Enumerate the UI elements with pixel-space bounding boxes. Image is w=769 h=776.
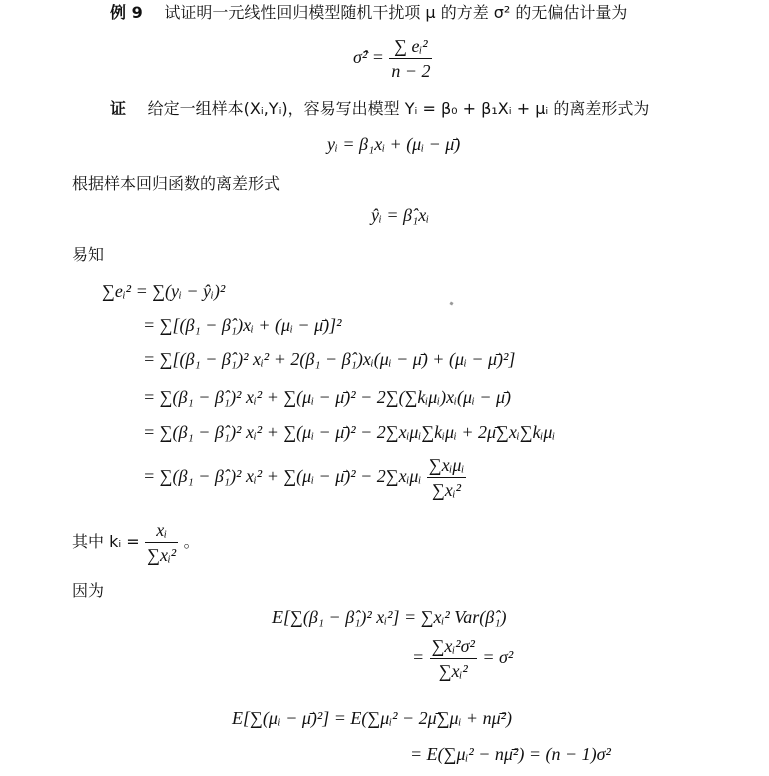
k-numerator: xᵢ xyxy=(145,518,178,543)
e1-line2-prefix: = xyxy=(412,647,425,667)
variance-estimator-formula xyxy=(353,34,432,83)
derivation-last-fraction xyxy=(427,453,467,502)
e1-fraction xyxy=(430,634,477,683)
proof-label: 证 xyxy=(110,99,127,118)
derivation-last-line xyxy=(143,453,466,502)
e1-denominator: ∑xᵢ² xyxy=(438,661,468,681)
where-k-definition xyxy=(72,518,200,567)
derivation-line: = ∑[(β₁ − β̂₁)² xᵢ² + 2(β₁ − β̂₁)xᵢ(μᵢ − μ̄) + (μᵢ − μ̄)²] xyxy=(143,349,516,369)
estimator-fraction xyxy=(389,34,432,83)
sample-deviation-form: ŷᵢ = β̂₁xᵢ xyxy=(371,205,430,225)
e1-numerator: ∑xᵢ²σ² xyxy=(430,634,477,659)
estimator-denominator: n − 2 xyxy=(391,61,431,81)
example-heading xyxy=(110,2,627,24)
expectation-2-line-1: E[∑(μᵢ − μ̄)²] = E(∑μᵢ² − 2μ̄∑μᵢ + nμ̄²) xyxy=(232,708,513,728)
expectation-1-line-1: E[∑(β₁ − β̂₁)² xᵢ²] = ∑xᵢ² Var(β̂₁) xyxy=(272,607,507,627)
derivation-line: = ∑[(β₁ − β̂₁)xᵢ + (μᵢ − μ̄)]² xyxy=(143,315,342,335)
estimator-numerator: ∑ eᵢ² xyxy=(389,34,432,59)
proof-intro xyxy=(110,98,649,120)
expectation-2-line-2: = E(∑μᵢ² − nμ̄²) = (n − 1)σ² xyxy=(410,744,611,764)
derivation-last-numerator: ∑xᵢμᵢ xyxy=(427,453,467,478)
example-statement: 试证明一元线性回归模型随机干扰项 μ 的方差 σ² 的无偏估计量为 xyxy=(164,3,628,22)
sample-regression-text: 根据样本回归函数的离差形式 xyxy=(72,174,281,193)
estimator-lhs: σ̂² = xyxy=(353,47,384,67)
where-suffix: 。 xyxy=(183,532,200,551)
easy-know-label: 易知 xyxy=(72,245,105,264)
expectation-1-line-2 xyxy=(412,634,513,683)
derivation-line: = ∑(β₁ − β̂₁)² xᵢ² + ∑(μᵢ − μ̄)² − 2∑(∑kᵢμᵢ)xᵢ(μᵢ − μ̄) xyxy=(143,387,512,407)
example-label: 例 9 xyxy=(110,3,143,22)
derivation-last-denominator: ∑xᵢ² xyxy=(431,480,462,500)
e1-line2-suffix: = σ² xyxy=(482,647,514,667)
k-fraction xyxy=(145,518,178,567)
derivation-line: ∑eᵢ² = ∑(yᵢ − ŷᵢ)² xyxy=(102,281,226,301)
proof-intro-text: 给定一组样本(Xᵢ,Yᵢ)，容易写出模型 Yᵢ = β₀ + β₁Xᵢ + μᵢ 的离差形式为 xyxy=(147,99,650,118)
scan-speck xyxy=(449,301,453,305)
where-prefix: 其中 kᵢ = xyxy=(72,532,140,551)
because-label: 因为 xyxy=(72,581,105,600)
derivation-last-prefix: = ∑(β₁ − β̂₁)² xᵢ² + ∑(μᵢ − μ̄)² − 2∑xᵢμᵢ xyxy=(143,466,422,486)
derivation-line: = ∑(β₁ − β̂₁)² xᵢ² + ∑(μᵢ − μ̄)² − 2∑xᵢμᵢ∑kᵢμᵢ + 2μ̄∑xᵢ∑kᵢμᵢ xyxy=(143,422,556,442)
deviation-form: yᵢ = β₁xᵢ + (μᵢ − μ̄) xyxy=(327,134,461,154)
k-denominator: ∑xᵢ² xyxy=(147,545,177,565)
